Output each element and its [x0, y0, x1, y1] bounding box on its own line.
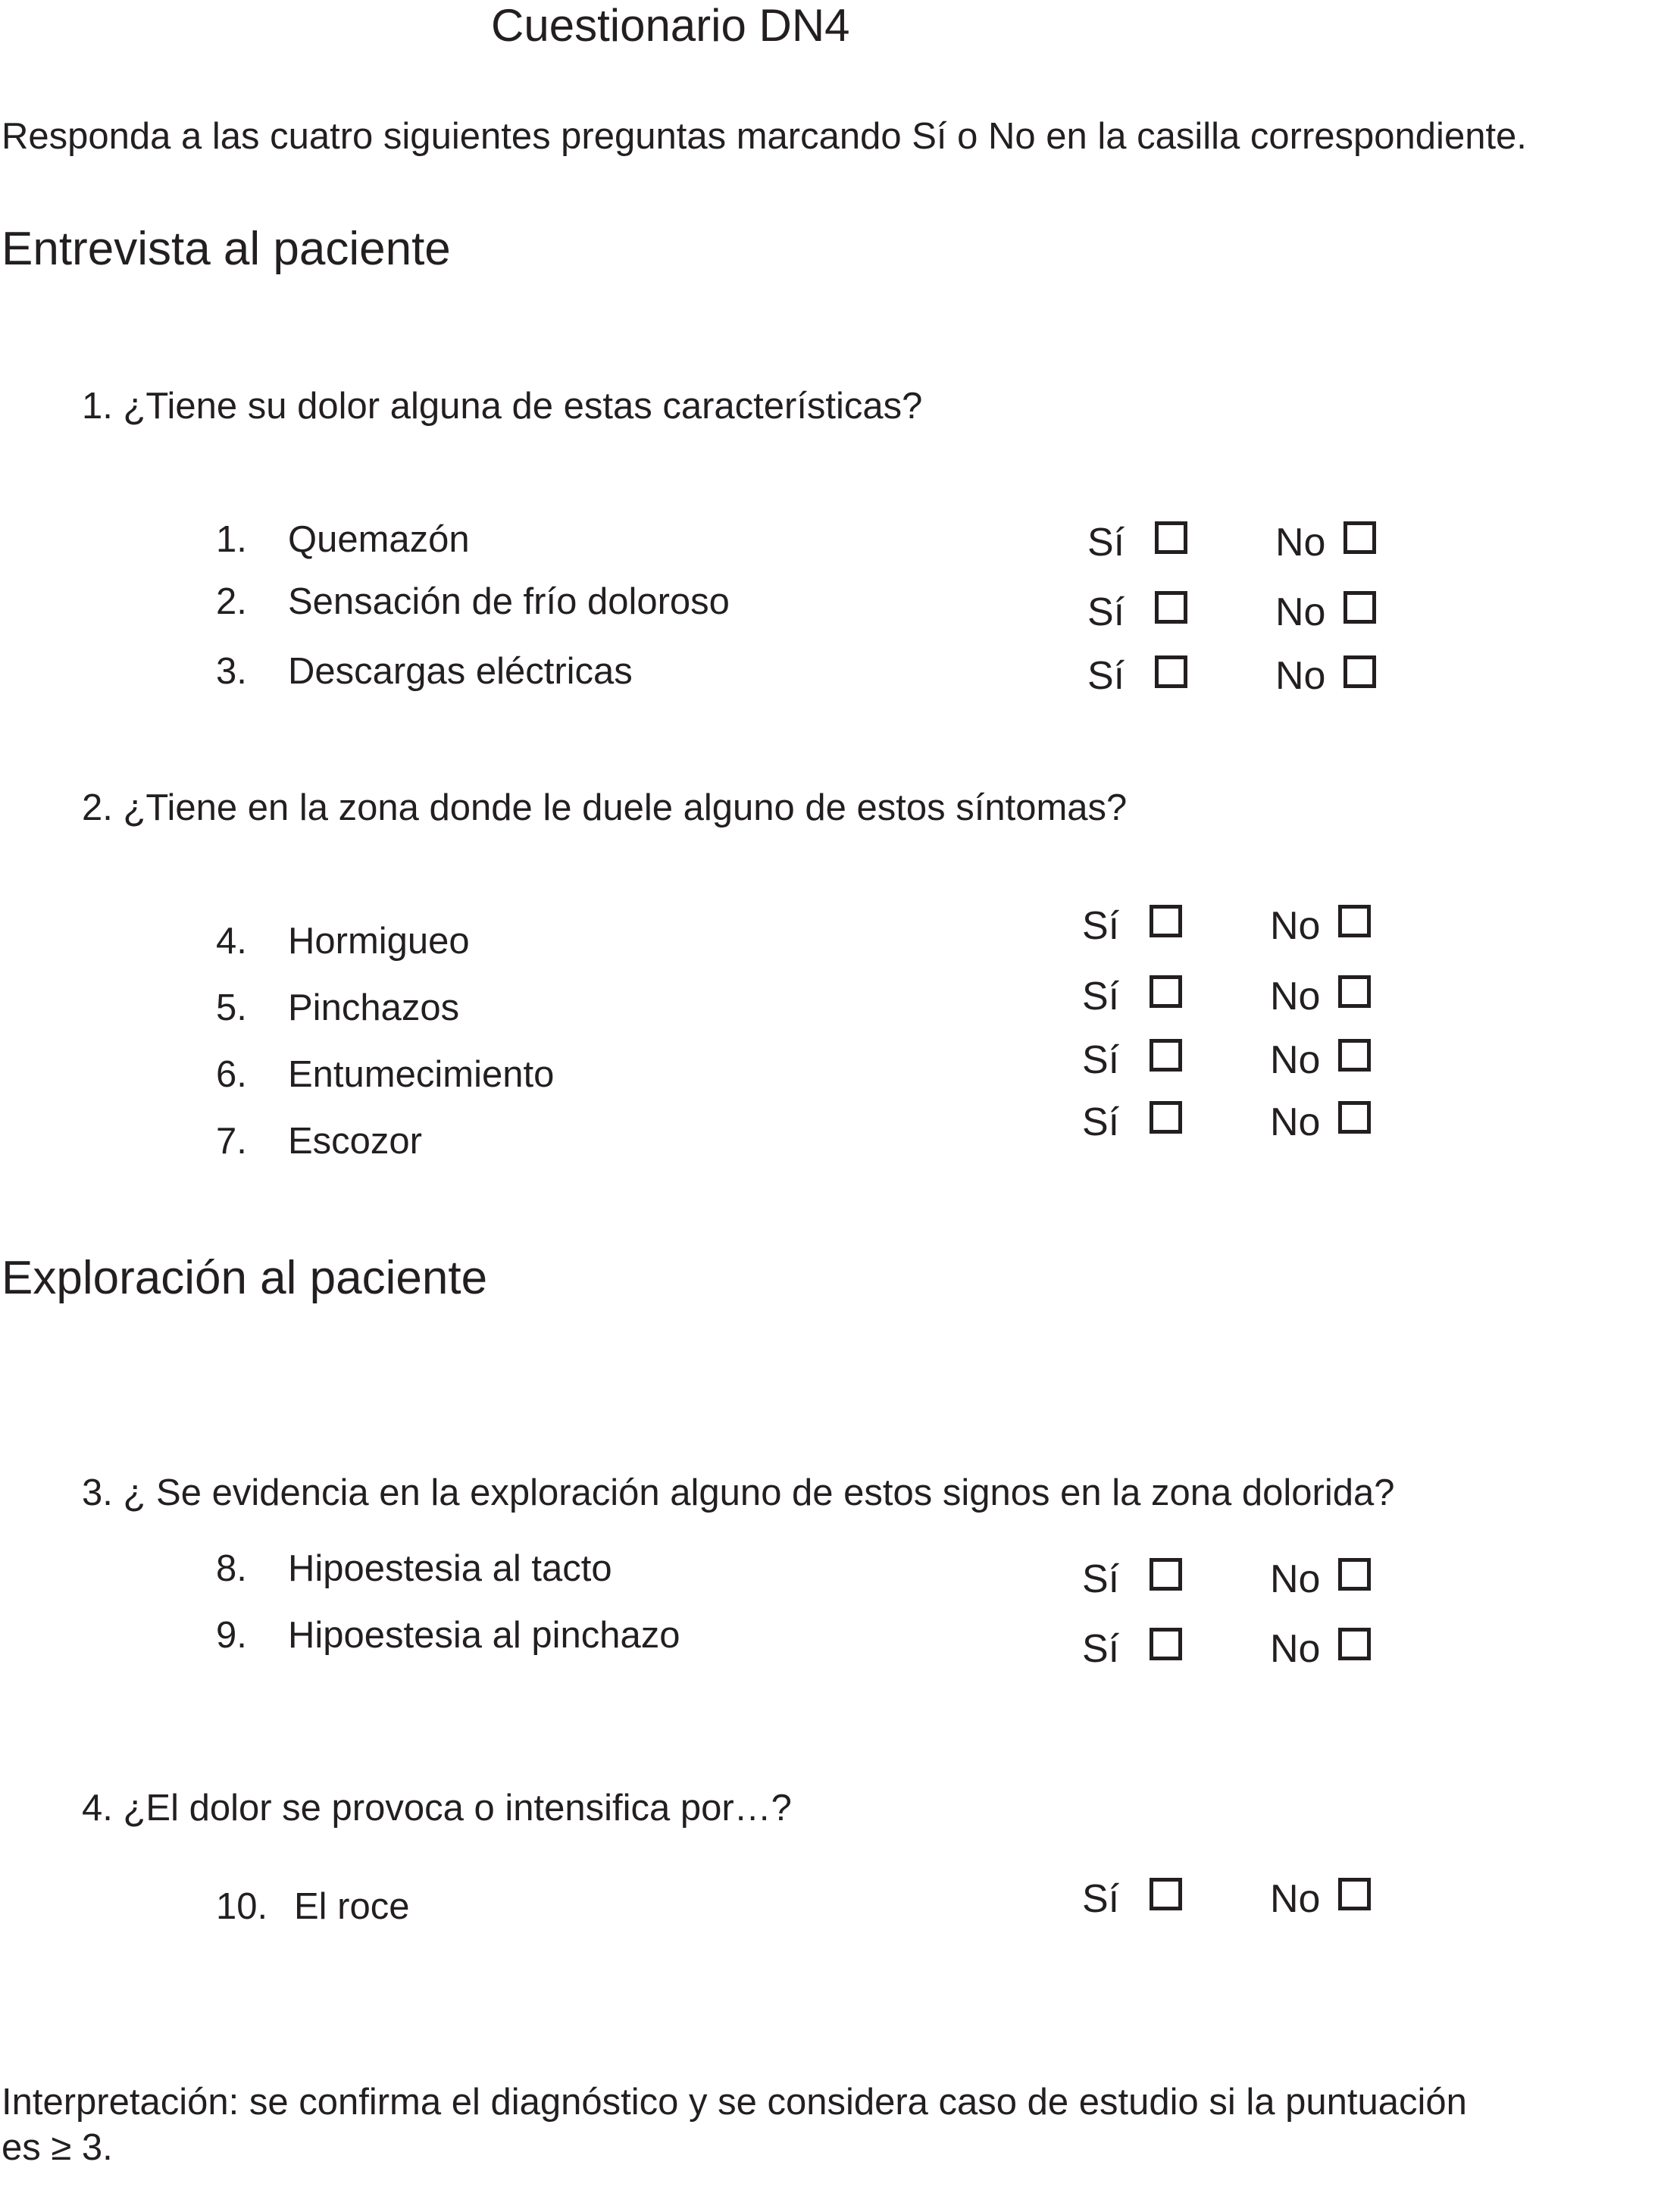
item-number: 3. — [216, 651, 247, 692]
no-label: No — [1275, 654, 1326, 698]
no-checkbox[interactable] — [1338, 905, 1371, 937]
item-number: 8. — [216, 1548, 247, 1589]
no-checkbox[interactable] — [1338, 1628, 1371, 1660]
instructions-text: Responda a las cuatro siguientes preguntas marcando Sí o No en la casilla correspondiente. — [2, 116, 1527, 157]
item-label: Hipoestesia al pinchazo — [288, 1615, 680, 1656]
no-label: No — [1275, 590, 1326, 634]
interpretation-text-cont: es ≥ 3. — [2, 2127, 113, 2168]
item-label: Entumecimiento — [288, 1054, 555, 1095]
no-label: No — [1270, 1100, 1321, 1144]
yes-checkbox[interactable] — [1150, 1628, 1182, 1660]
list-item — [216, 1123, 422, 1160]
yes-label: Sí — [1082, 904, 1120, 948]
list-item — [216, 1056, 554, 1093]
item-label: Escozor — [288, 1121, 423, 1162]
no-checkbox[interactable] — [1344, 591, 1376, 624]
item-label: Descargas eléctricas — [288, 651, 633, 692]
item-number: 9. — [216, 1615, 247, 1656]
item-label: Hormigueo — [288, 921, 470, 962]
yes-checkbox[interactable] — [1150, 1101, 1182, 1134]
item-number: 4. — [216, 921, 247, 962]
question-4-text: 4. ¿El dolor se provoca o intensifica por…? — [82, 1788, 792, 1829]
no-checkbox[interactable] — [1344, 521, 1376, 554]
no-checkbox[interactable] — [1338, 1101, 1371, 1134]
item-label: Quemazón — [288, 519, 470, 560]
no-checkbox[interactable] — [1344, 655, 1376, 688]
item-number: 7. — [216, 1121, 247, 1162]
item-label: El roce — [294, 1886, 410, 1927]
yes-label: Sí — [1082, 1100, 1120, 1144]
no-checkbox[interactable] — [1338, 975, 1371, 1008]
yes-checkbox[interactable] — [1150, 1558, 1182, 1591]
no-checkbox[interactable] — [1338, 1878, 1371, 1910]
item-label: Hipoestesia al tacto — [288, 1548, 612, 1589]
list-item — [216, 1617, 680, 1654]
yes-checkbox[interactable] — [1150, 1039, 1182, 1072]
yes-checkbox[interactable] — [1150, 975, 1182, 1008]
yes-checkbox[interactable] — [1150, 905, 1182, 937]
interpretation-text: Interpretación: se confirma el diagnóstico y se considera caso de estudio si la puntuación — [2, 2082, 1467, 2123]
yes-label: Sí — [1082, 1557, 1120, 1601]
list-item — [216, 923, 470, 960]
no-label: No — [1270, 1557, 1321, 1601]
no-label: No — [1275, 521, 1326, 565]
item-number: 2. — [216, 581, 247, 622]
item-label: Sensación de frío doloroso — [288, 581, 730, 622]
document-title: Cuestionario DN4 — [491, 0, 850, 51]
yes-checkbox[interactable] — [1155, 591, 1187, 624]
question-1-text: 1. ¿Tiene su dolor alguna de estas características? — [82, 386, 923, 427]
yes-label: Sí — [1087, 521, 1125, 565]
yes-label: Sí — [1082, 1038, 1120, 1082]
item-number: 6. — [216, 1054, 247, 1095]
list-item — [216, 1888, 410, 1926]
yes-label: Sí — [1087, 590, 1125, 634]
yes-label: Sí — [1082, 1877, 1120, 1921]
no-label: No — [1270, 1627, 1321, 1671]
item-number: 5. — [216, 987, 247, 1028]
yes-checkbox[interactable] — [1155, 655, 1187, 688]
item-number: 10. — [216, 1886, 268, 1927]
no-label: No — [1270, 975, 1321, 1018]
list-item — [216, 581, 730, 622]
list-item — [216, 653, 633, 690]
question-3-text: 3. ¿ Se evidencia en la exploración alguno de estos signos en la zona dolorida? — [82, 1472, 1395, 1513]
list-item — [216, 987, 460, 1028]
item-label: Pinchazos — [288, 987, 460, 1028]
no-label: No — [1270, 904, 1321, 948]
no-label: No — [1270, 1038, 1321, 1082]
no-checkbox[interactable] — [1338, 1039, 1371, 1072]
section-heading-interview: Entrevista al paciente — [2, 223, 451, 275]
no-label: No — [1270, 1877, 1321, 1921]
no-checkbox[interactable] — [1338, 1558, 1371, 1591]
list-item — [216, 1550, 612, 1588]
yes-checkbox[interactable] — [1150, 1878, 1182, 1910]
question-2-text: 2. ¿Tiene en la zona donde le duele alguno de estos síntomas? — [82, 787, 1128, 828]
yes-checkbox[interactable] — [1155, 521, 1187, 554]
yes-label: Sí — [1082, 975, 1120, 1018]
yes-label: Sí — [1082, 1627, 1120, 1671]
section-heading-exploration: Exploración al paciente — [2, 1252, 488, 1304]
yes-label: Sí — [1087, 654, 1125, 698]
list-item — [216, 521, 470, 558]
item-number: 1. — [216, 519, 247, 560]
